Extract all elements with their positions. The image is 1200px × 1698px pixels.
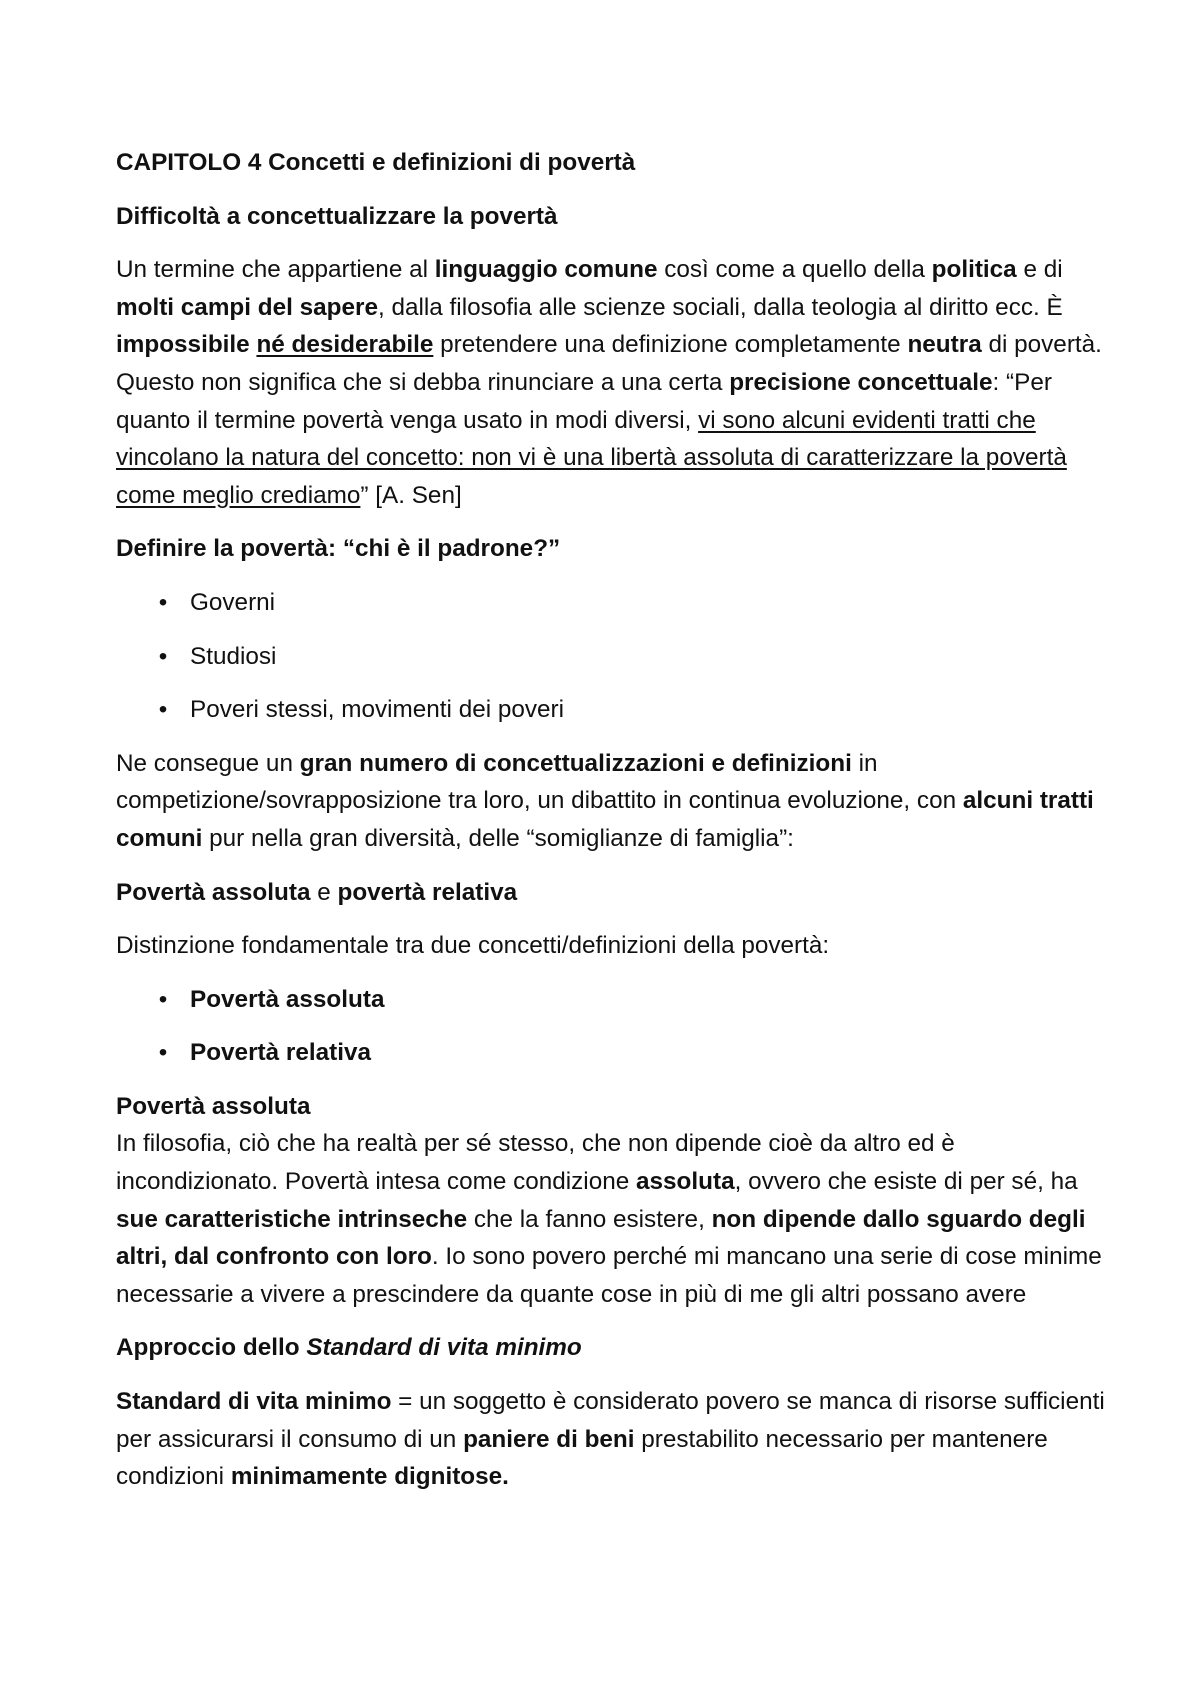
sen-quote: vi sono alcuni evidenti tratti che vincolano la natura del concetto: non vi è una libertà assoluta di caratterizzare la povertà come meglio crediamo (116, 406, 1067, 509)
bullet-icon: • (158, 1039, 168, 1067)
bullet-icon: • (158, 985, 168, 1013)
list-item: • Poveri stessi, movimenti dei poveri (116, 691, 1106, 729)
owners-list (116, 584, 1106, 729)
paragraph-absolute: In filosofia, ciò che ha realtà per sé stesso, che non dipende cioè da altro ed è incondizionato. Povertà intesa come condizione assoluta, ovvero che esiste di per sé, ha sue caratteristiche intrinseche che la fanno esistere, non dipende dallo sguardo degli altri, dal confronto con loro. Io sono povero perché mi mancano una serie di cose minime necessarie a vivere a prescindere da quante cose in più di me gli altri possano avere (116, 1130, 1102, 1308)
paragraph-common-language: Un termine che appartiene al linguaggio comune così come a quello della politica e di molti campi del sapere, dalla filosofia alle scienze sociali, dalla teologia al diritto ecc. È impossibile né desiderabile pretendere una definizione completamente neutra di povertà. Questo non significa che si debba rinunciare a una certa precisione concettuale: “Per quanto il termine povertà venga usato in modi diversi, vi sono alcuni evidenti tratti che vincolano la natura del concetto: non vi è una libertà assoluta di caratterizzare la povertà come meglio crediamo” [A. Sen] (116, 256, 1102, 509)
section-heading-define: Definire la povertà: “chi è il padrone?” (116, 535, 561, 563)
paragraph-distinction: Distinzione fondamentale tra due concetti/definizioni della povertà: (116, 932, 830, 960)
paragraph-standard: Standard di vita minimo = un soggetto è considerato povero se manca di risorse sufficienti per assicurarsi il consumo di un paniere di beni prestabilito necessario per mantenere condizioni minimamente dignitose. (116, 1388, 1105, 1491)
list-item: • Povertà relativa (116, 1034, 1106, 1072)
chapter-title: CAPITOLO 4 Concetti e definizioni di povertà (116, 149, 636, 176)
list-item: • Povertà assoluta (116, 981, 1106, 1019)
poverty-types-list (116, 981, 1106, 1072)
document-body (116, 144, 1106, 1496)
paragraph-consequence: Ne consegue un gran numero di concettualizzazioni e definizioni in competizione/sovrapposizione tra loro, un dibattito in continua evoluzione, con alcuni tratti comuni pur nella gran diversità, delle “somiglianze di famiglia”: (116, 749, 1094, 852)
bullet-icon: • (158, 696, 168, 724)
section-heading-absolute: Povertà assoluta (116, 1092, 311, 1120)
list-item: • Studiosi (116, 638, 1106, 676)
list-item: • Governi (116, 584, 1106, 622)
section-heading-difficulty: Difficoltà a concettualizzare la povertà (116, 202, 558, 230)
bullet-icon: • (158, 642, 168, 670)
bullet-icon: • (158, 588, 168, 616)
section-heading-absolute-relative: Povertà assoluta e povertà relativa (116, 878, 518, 906)
section-heading-standard: Approccio dello Standard di vita minimo (116, 1334, 582, 1362)
